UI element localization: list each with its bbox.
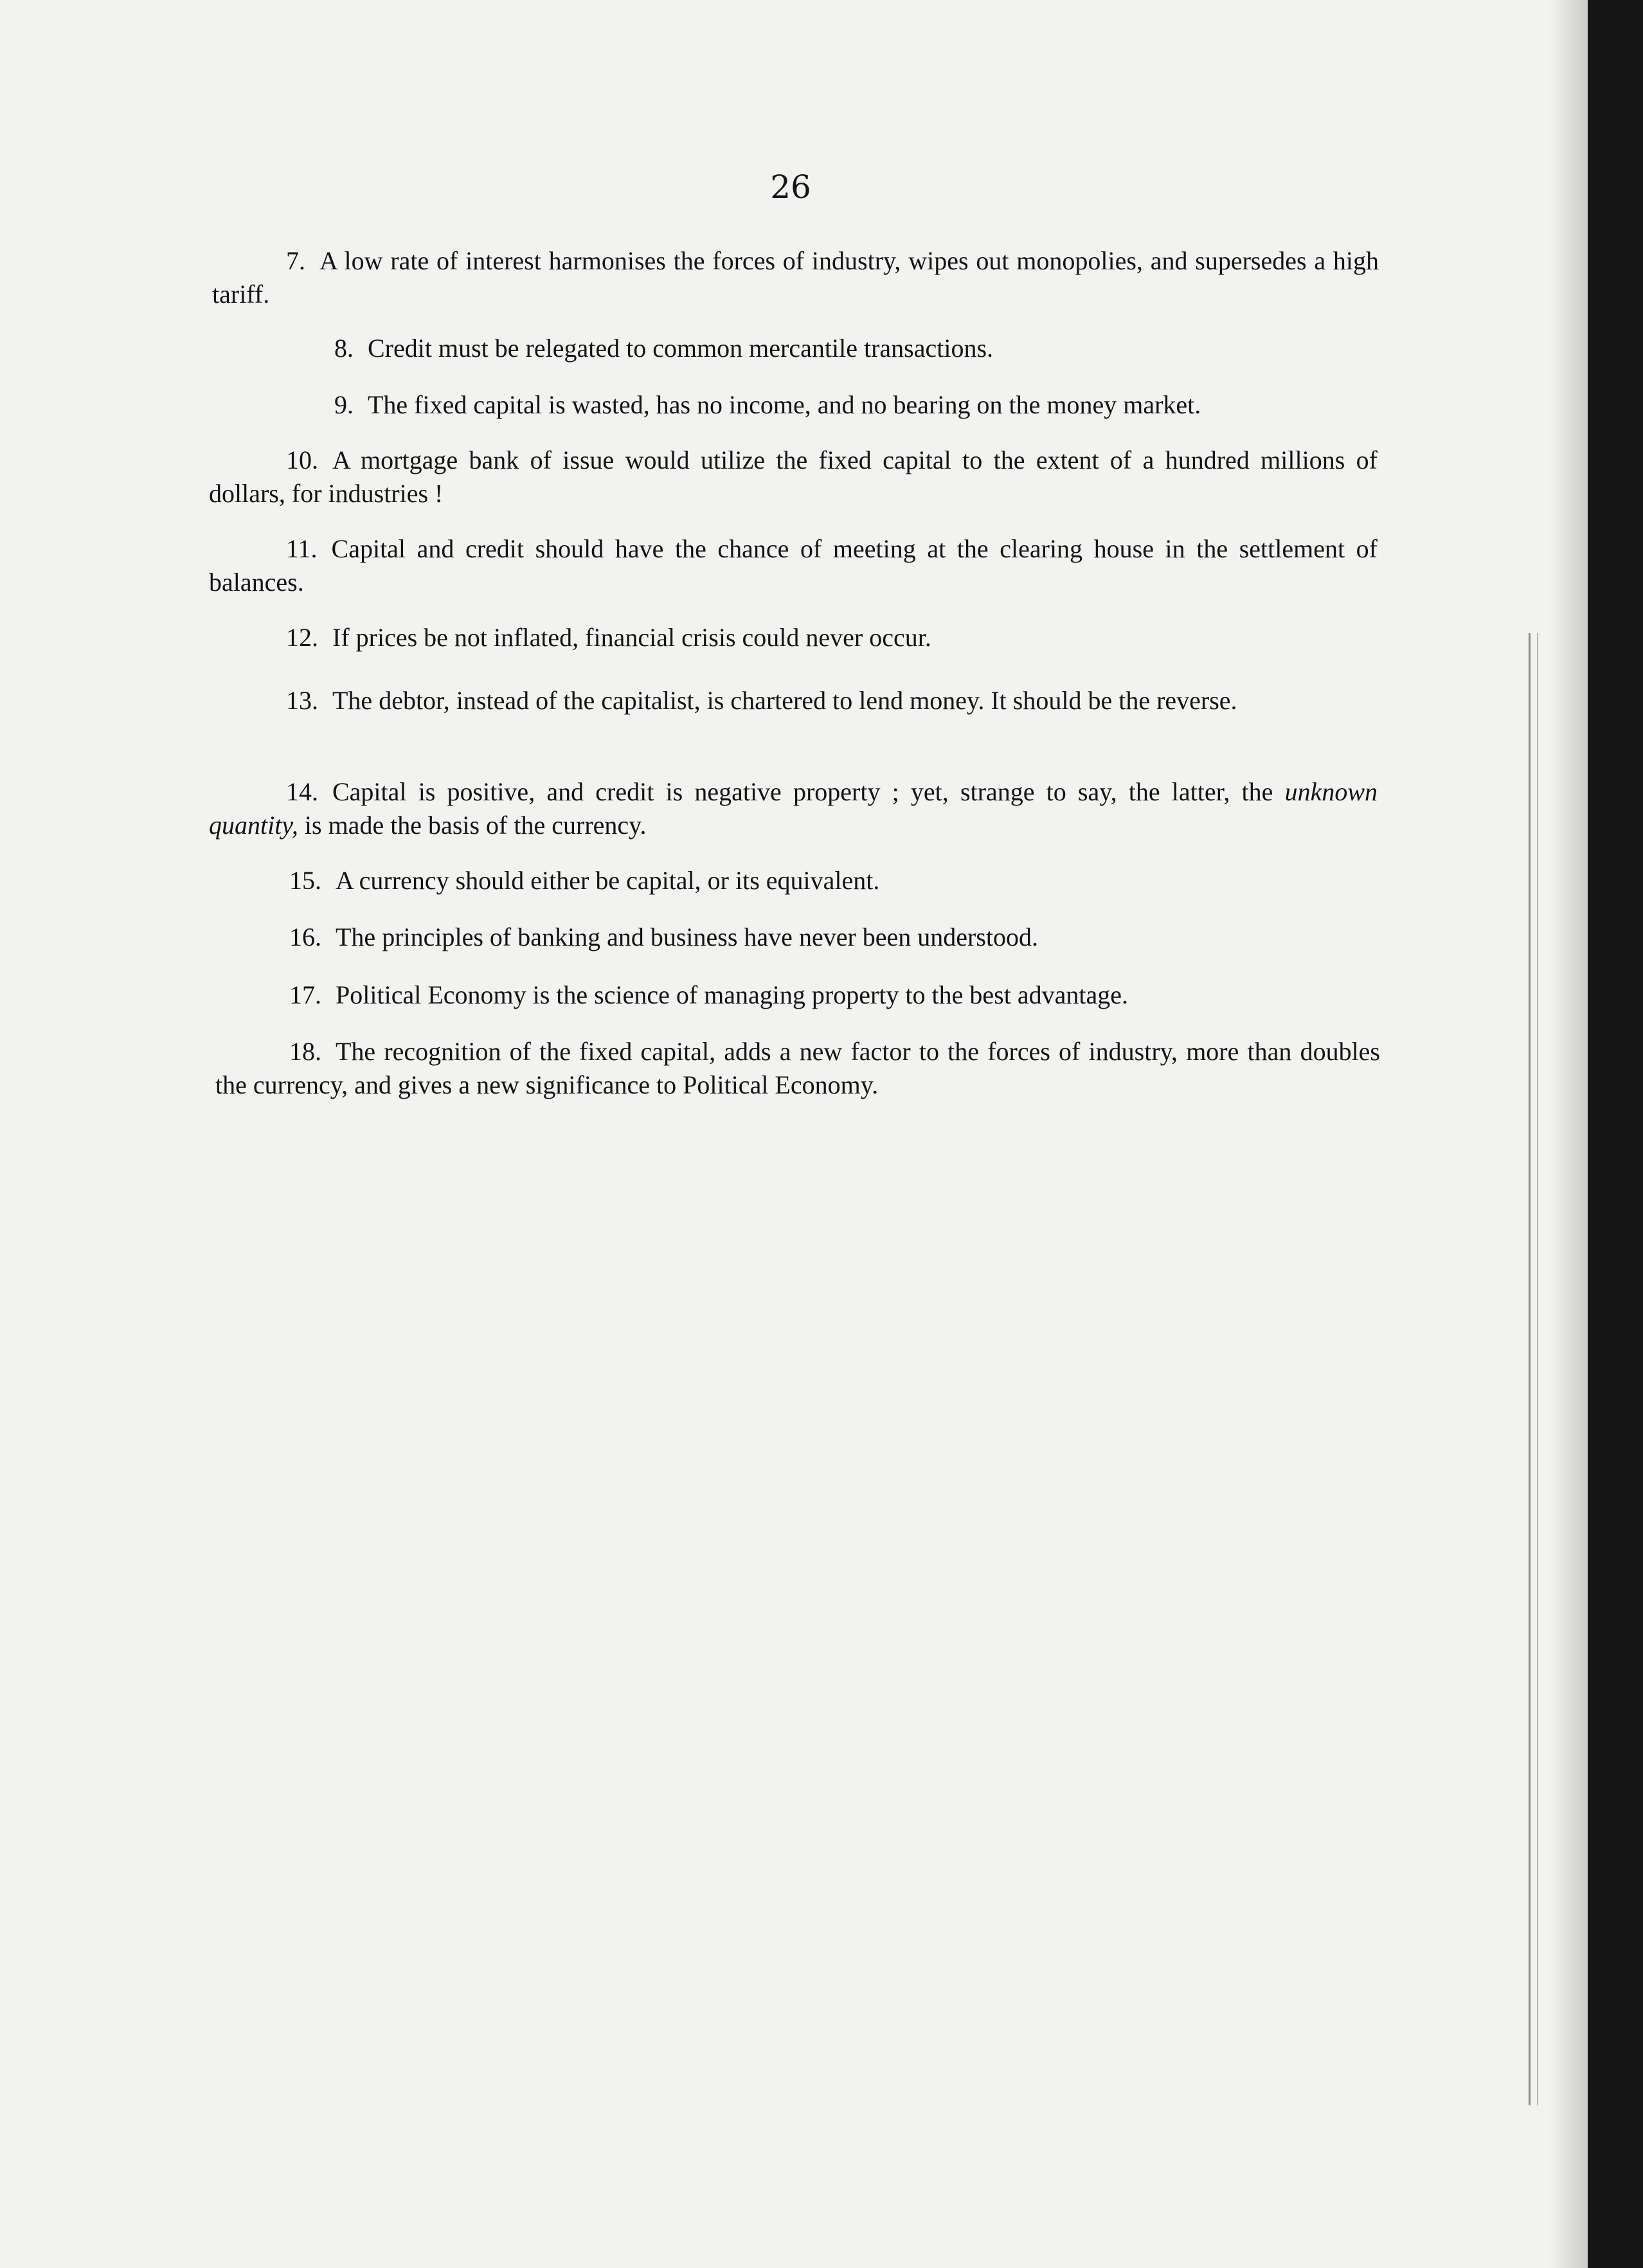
item-number: 17. bbox=[289, 980, 321, 1009]
list-item bbox=[209, 775, 1378, 842]
item-text-italic: unknown quantity, bbox=[209, 777, 1378, 840]
item-text: The recognition of the fixed capital, adds a new factor to the forces of industry, more than doubles the currency, and gives a new significance to Political Economy. bbox=[215, 1037, 1380, 1099]
item-number: 12. bbox=[286, 623, 318, 652]
item-number: 15. bbox=[289, 866, 321, 895]
page-fold-line bbox=[1529, 633, 1538, 2105]
item-text: Political Economy is the science of managing property to the best advantage. bbox=[336, 980, 1128, 1009]
list-item bbox=[212, 332, 1379, 365]
list-item bbox=[209, 864, 1378, 897]
item-number: 8. bbox=[334, 334, 354, 363]
list-item bbox=[212, 388, 1379, 422]
item-text: The principles of banking and business have never been understood. bbox=[336, 923, 1039, 951]
item-number: 18. bbox=[289, 1037, 321, 1066]
list-item bbox=[209, 532, 1378, 599]
page-number: 26 bbox=[770, 168, 811, 206]
item-number: 14. bbox=[286, 777, 318, 806]
item-text: Capital and credit should have the chance of meeting at the clearing house in the settlement of balances. bbox=[209, 534, 1378, 597]
item-text-after: is made the basis of the currency. bbox=[298, 811, 647, 840]
list-item bbox=[209, 921, 1378, 954]
item-text: A low rate of interest harmonises the forces of industry, wipes out monopolies, and supersedes a high tariff. bbox=[212, 246, 1379, 309]
list-item bbox=[209, 621, 1378, 654]
item-text: Credit must be relegated to common mercantile transactions. bbox=[368, 334, 994, 363]
item-text: A currency should either be capital, or its equivalent. bbox=[336, 866, 880, 895]
page-edge-shadow bbox=[1549, 0, 1588, 2268]
item-number: 9. bbox=[334, 390, 354, 419]
list-item bbox=[209, 444, 1378, 510]
item-number: 13. bbox=[286, 686, 318, 715]
list-item bbox=[209, 978, 1378, 1012]
scan-background-strip bbox=[1588, 0, 1643, 2268]
list-item bbox=[212, 244, 1379, 311]
item-number: 10. bbox=[286, 446, 318, 474]
item-text-before: Capital is positive, and credit is negative property ; yet, strange to say, the latter, the bbox=[332, 777, 1285, 806]
item-number: 7. bbox=[286, 246, 305, 275]
item-text: A mortgage bank of issue would utilize the fixed capital to the extent of a hundred millions of dollars, for industries ! bbox=[209, 446, 1378, 508]
item-text: The debtor, instead of the capitalist, is chartered to lend money. It should be the reverse. bbox=[332, 686, 1237, 715]
list-item bbox=[215, 1035, 1380, 1102]
item-text: If prices be not inflated, financial crisis could never occur. bbox=[332, 623, 931, 652]
item-number: 16. bbox=[289, 923, 321, 951]
list-item bbox=[209, 684, 1378, 717]
item-text: The fixed capital is wasted, has no income, and no bearing on the money market. bbox=[368, 390, 1201, 419]
item-number: 11. bbox=[286, 534, 318, 563]
